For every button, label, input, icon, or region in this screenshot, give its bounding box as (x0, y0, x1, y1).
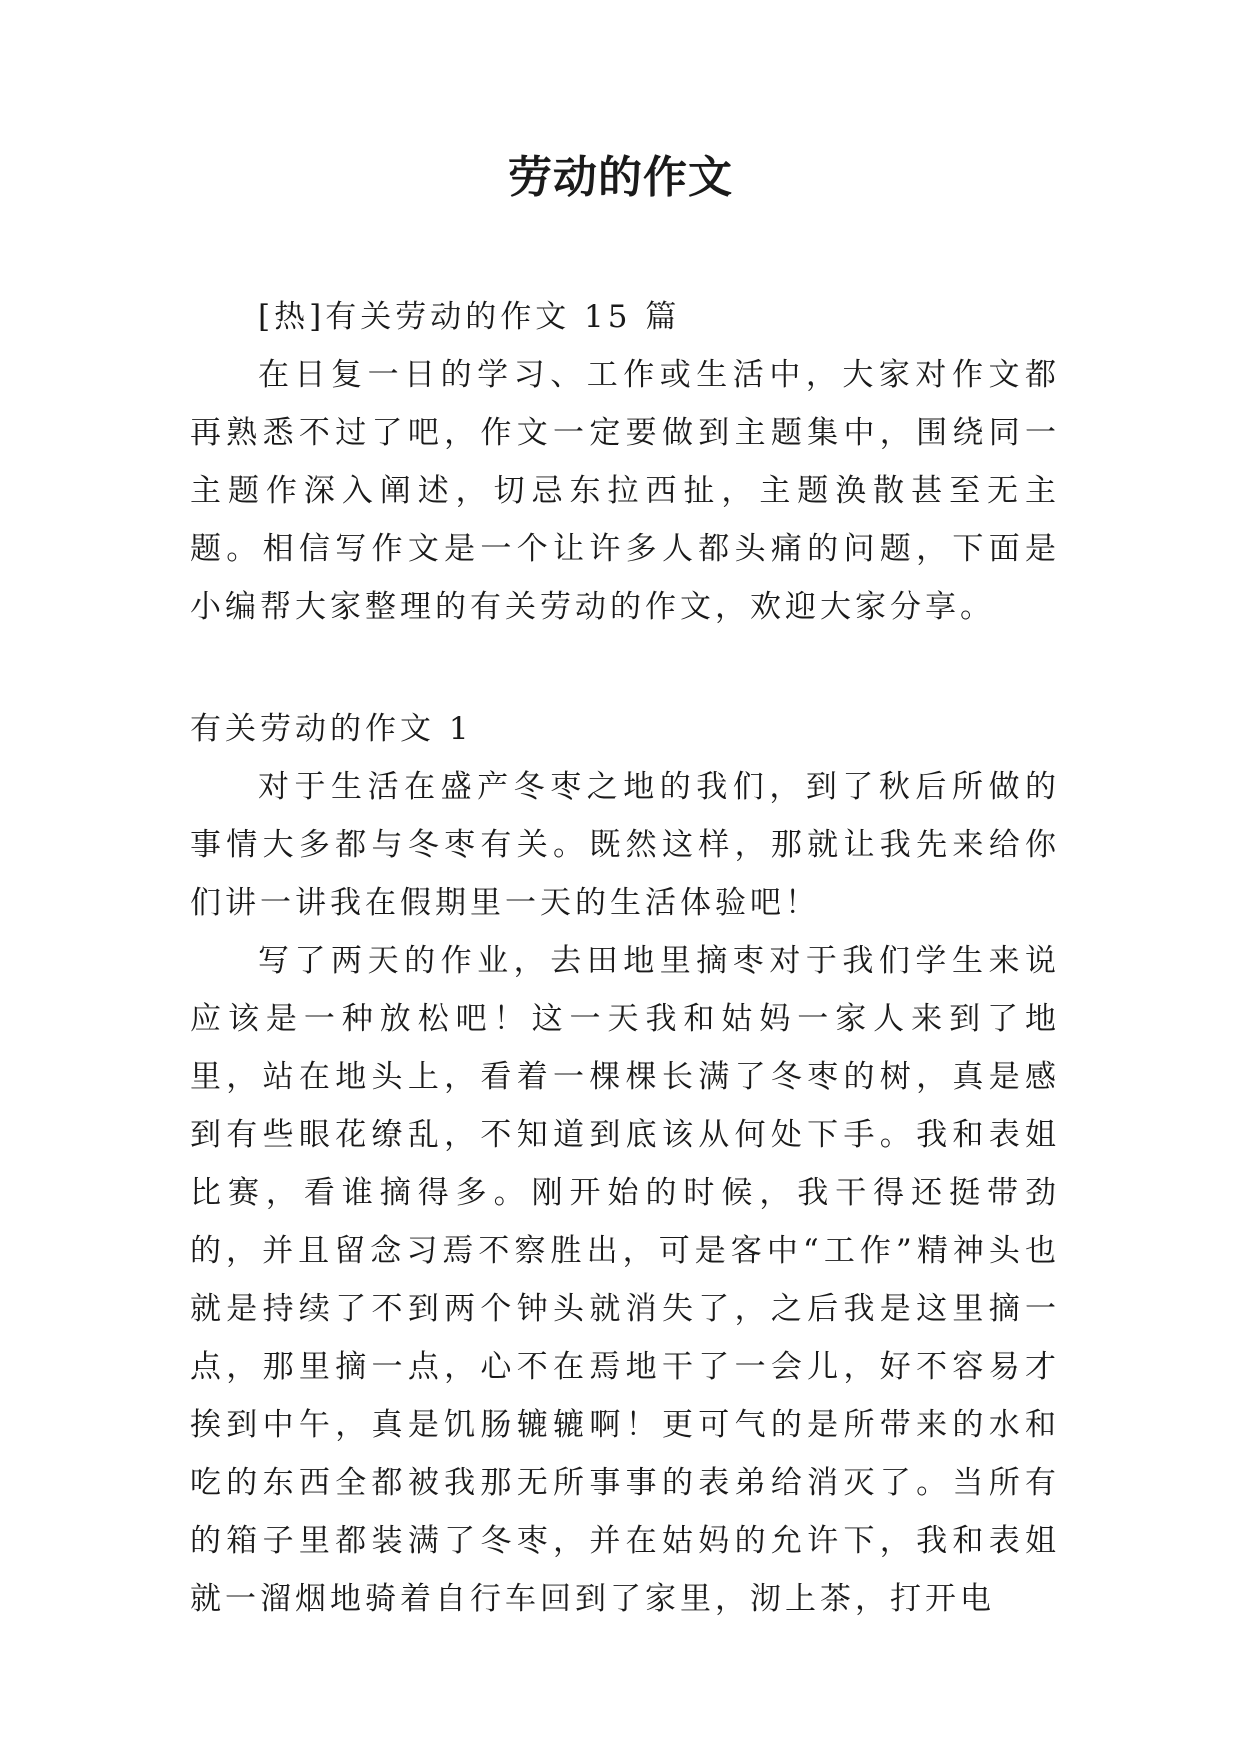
body-paragraph: 写了两天的作业，去田地里摘枣对于我们学生来说应该是一种放松吧！这一天我和姑妈一家人来到了地里，站在地头上，看着一棵棵长满了冬枣的树，真是感到有些眼花缭乱，不知道到底该从何处下手。我和表姐比赛，看谁摘得多。刚开始的时候，我干得还挺带劲的，并且留念习焉不察胜出，可是客中“工作”精神头也就是持续了不到两个钟头就消失了，之后我是这里摘一点，那里摘一点，心不在焉地干了一会儿，好不容易才挨到中午，真是饥肠辘辘啊！更可气的是所带来的水和吃的东西全都被我那无所事事的表弟给消灭了。当所有的箱子里都装满了冬枣，并在姑妈的允许下，我和表姐就一溜烟地骑着自行车回到了家里，沏上茶，打开电 (190, 943, 1060, 1617)
intro-paragraph: 在日复一日的学习、工作或生活中，大家对作文都再熟悉不过了吧，作文一定要做到主题集中，围绕同一主题作深入阐述，切忌东拉西扯，主题涣散甚至无主题。相信写作文是一个让许多人都头痛的问题，下面是小编帮大家整理的有关劳动的作文，欢迎大家分享。 (190, 357, 1060, 625)
document-subtitle: [热]有关劳动的作文 15 篇 (258, 299, 681, 335)
document-body (190, 288, 1060, 1628)
document-title: 劳动的作文 (508, 152, 733, 203)
body-paragraph: 对于生活在盛产冬枣之地的我们，到了秋后所做的事情大多都与冬枣有关。既然这样，那就让我先来给你们讲一讲我在假期里一天的生活体验吧！ (190, 769, 1060, 921)
section-heading: 有关劳动的作文 1 (190, 711, 473, 747)
